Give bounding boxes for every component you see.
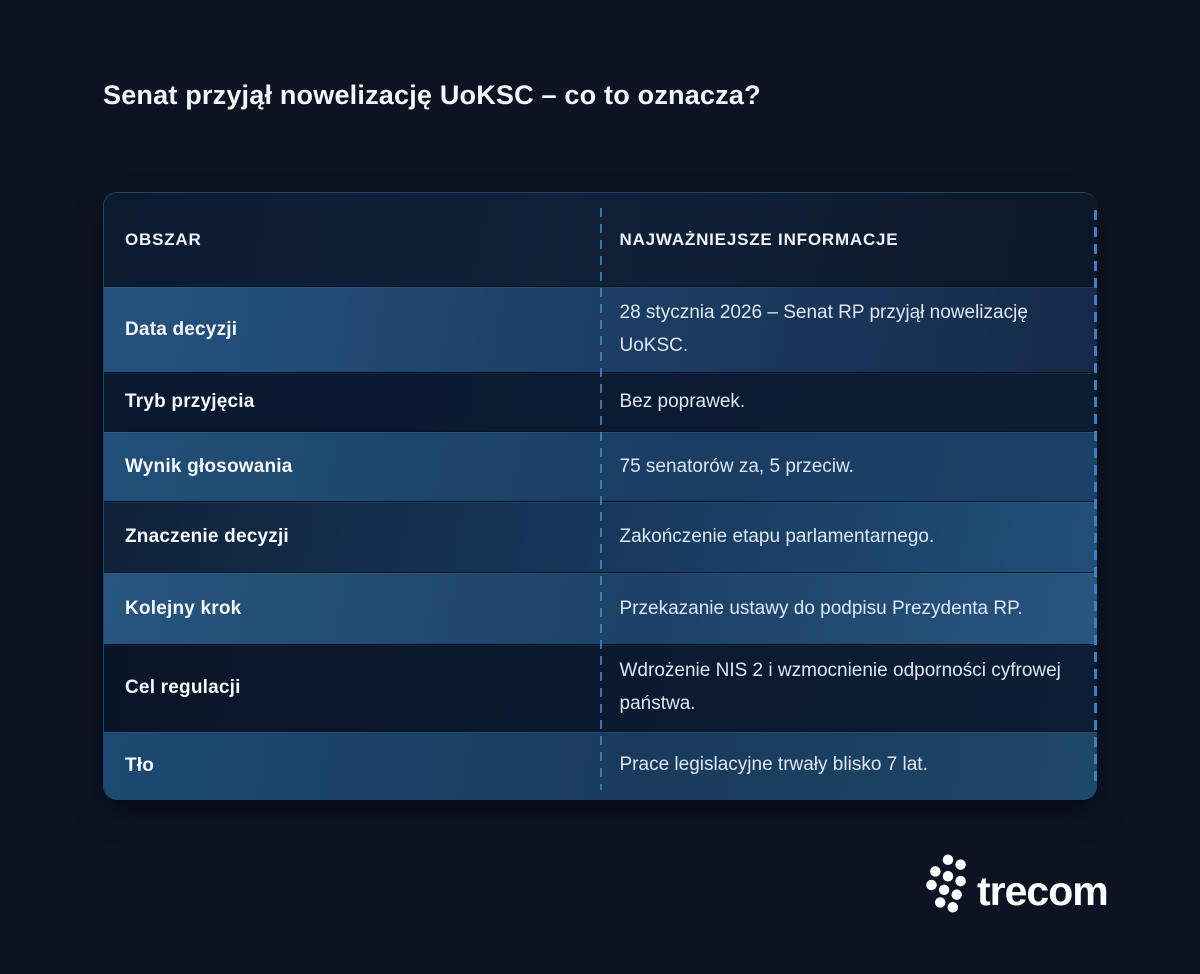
column-divider-dashed-line [600,208,602,790]
row-value [601,732,1098,800]
row-value-text: Prace legislacyjne trwały blisko 7 lat. [619,754,928,776]
column-header-obszar: OBSZAR [125,229,202,249]
row-value [601,287,1098,372]
row-label: Kolejny krok [125,597,242,619]
row-value-text: 28 stycznia 2026 – Senat RP przyjął nowelizację UoKSC. [619,302,1028,356]
trecom-logo [924,852,1108,916]
row-value-text: Wdrożenie NIS 2 i wzmocnienie odporności cyfrowej państwa. [619,660,1061,715]
row-label: Data decyzji [125,318,238,340]
row-value [601,573,1098,644]
trecom-logo-text: trecom [977,867,1108,914]
row-label: Znaczenie decyzji [125,526,289,548]
row-value [601,502,1098,572]
row-value-text: Przekazanie ustawy do podpisu Prezydenta RP. [619,597,1023,619]
row-label: Tryb przyjęcia [125,391,255,413]
column-header-najwazniejsze-informacje: NAJWAŻNIEJSZE INFORMACJE [619,229,899,249]
row-value [601,432,1098,501]
trecom-dots-icon [924,852,970,916]
row-label: Tło [125,754,155,776]
row-value [601,373,1098,431]
row-value-text: Bez poprawek. [619,391,746,412]
info-table [103,192,1097,800]
table-right-dashed-border [1094,210,1097,787]
row-value [601,645,1098,730]
row-value-text: 75 senatorów za, 5 przeciw. [619,455,854,477]
row-value-text: Zakończenie etapu parlamentarnego. [619,526,935,547]
page-title: Senat przyjął nowelizację UoKSC – co to oznacza? [103,80,761,110]
row-label: Wynik głosowania [125,455,293,477]
row-label: Cel regulacji [125,677,241,699]
